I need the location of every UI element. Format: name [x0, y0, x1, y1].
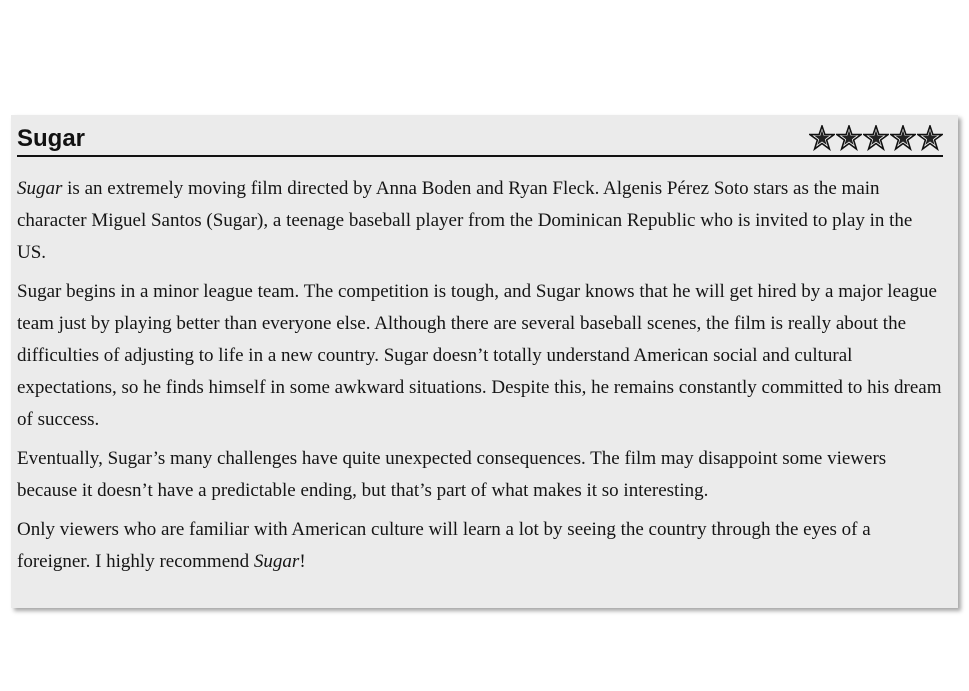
review-paragraph-3: Eventually, Sugar’s many challenges have quite unexpected consequences. The film may disappoint some viewers because it doesn’t have a predictable ending, but that’s part of what makes it so interesting. [17, 448, 887, 501]
star-rating [809, 125, 943, 151]
paragraph-text: is an extremely moving film directed by Anna Boden and Ryan Fleck. Algenis Pérez Soto stars as the main character Miguel Santos (Sugar), a teenage baseball player from the Dominican Republic who is invited to play in the US. [17, 178, 913, 263]
review-paragraph-2: Sugar begins in a minor league team. The competition is tough, and Sugar knows that he will get hired by a major league team just by playing better than everyone else. Although there are several baseball scenes, the film is really about the difficulties of adjusting to life in a new country. Sugar doesn’t totally understand American social and cultural expectations, so he finds himself in some awkward situations. Despite this, he remains constantly committed to his dream of success. [17, 281, 942, 430]
review-header [17, 123, 943, 157]
star-icon [917, 125, 943, 151]
review-card [11, 115, 958, 608]
star-icon [836, 125, 862, 151]
review-body [17, 173, 945, 585]
star-icon [890, 125, 916, 151]
paragraph-text: ! [299, 551, 306, 572]
film-title-italic: Sugar [253, 551, 300, 572]
review-paragraph-1 [17, 173, 945, 269]
star-icon [809, 125, 835, 151]
star-icon [863, 125, 889, 151]
review-title: Sugar [17, 125, 86, 152]
review-paragraph-4 [17, 514, 945, 578]
film-title-italic: Sugar [17, 178, 63, 199]
paragraph-text: Only viewers who are familiar with American culture will learn a lot by seeing the country through the eyes of a foreigner. I highly recommend [17, 519, 871, 572]
